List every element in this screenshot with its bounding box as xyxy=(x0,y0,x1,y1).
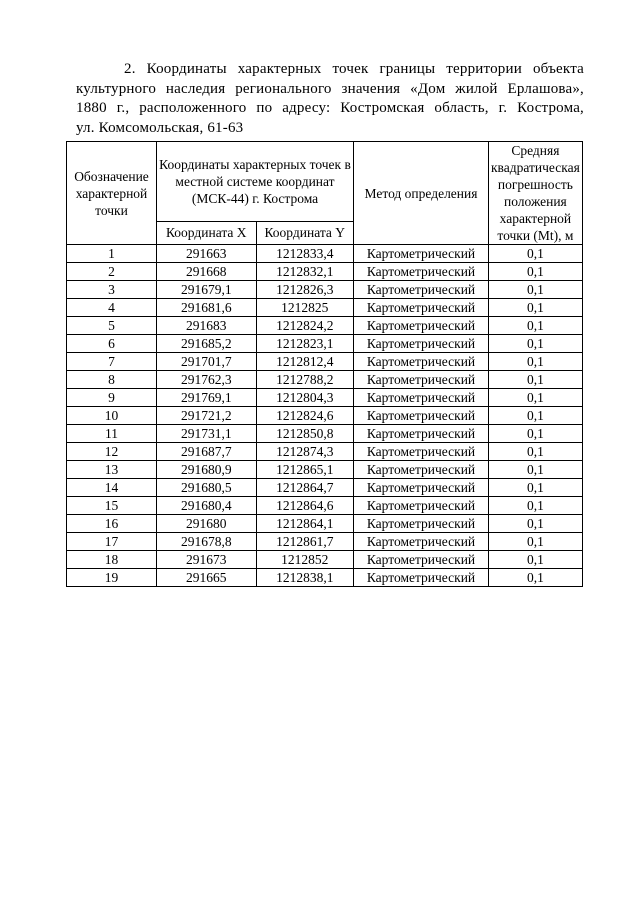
cell-x: 291762,3 xyxy=(157,371,257,389)
cell-y: 1212864,1 xyxy=(256,515,354,533)
cell-point: 11 xyxy=(67,425,157,443)
header-x: Координата X xyxy=(157,221,257,244)
cell-error: 0,1 xyxy=(489,497,583,515)
cell-x: 291769,1 xyxy=(157,389,257,407)
cell-point: 2 xyxy=(67,263,157,281)
heading-line-2: культурного наследия регионального значения «Дом жилой Ерлашова», xyxy=(76,80,584,97)
cell-x: 291685,2 xyxy=(157,335,257,353)
header-method: Метод определения xyxy=(354,142,489,245)
table-row xyxy=(67,317,583,335)
cell-point: 1 xyxy=(67,245,157,263)
cell-error: 0,1 xyxy=(489,425,583,443)
cell-y: 1212852 xyxy=(256,551,354,569)
cell-y: 1212864,6 xyxy=(256,497,354,515)
cell-x: 291673 xyxy=(157,551,257,569)
cell-method: Картометрический xyxy=(354,281,489,299)
cell-error: 0,1 xyxy=(489,245,583,263)
cell-point: 7 xyxy=(67,353,157,371)
cell-y: 1212826,3 xyxy=(256,281,354,299)
cell-error: 0,1 xyxy=(489,407,583,425)
header-coordinate-system: Координаты характерных точек в местной системе координат (МСК-44) г. Кострома xyxy=(157,142,354,222)
cell-x: 291681,6 xyxy=(157,299,257,317)
cell-method: Картометрический xyxy=(354,371,489,389)
cell-method: Картометрический xyxy=(354,389,489,407)
cell-x: 291679,1 xyxy=(157,281,257,299)
cell-x: 291721,2 xyxy=(157,407,257,425)
table-row xyxy=(67,299,583,317)
cell-error: 0,1 xyxy=(489,569,583,587)
cell-y: 1212823,1 xyxy=(256,335,354,353)
cell-point: 13 xyxy=(67,461,157,479)
cell-error: 0,1 xyxy=(489,281,583,299)
cell-error: 0,1 xyxy=(489,353,583,371)
cell-error: 0,1 xyxy=(489,389,583,407)
cell-method: Картометрический xyxy=(354,407,489,425)
cell-y: 1212832,1 xyxy=(256,263,354,281)
table-row xyxy=(67,353,583,371)
cell-method: Картометрический xyxy=(354,497,489,515)
cell-method: Картометрический xyxy=(354,317,489,335)
table-row xyxy=(67,335,583,353)
cell-point: 15 xyxy=(67,497,157,515)
cell-point: 18 xyxy=(67,551,157,569)
cell-x: 291668 xyxy=(157,263,257,281)
cell-method: Картометрический xyxy=(354,425,489,443)
cell-y: 1212825 xyxy=(256,299,354,317)
cell-method: Картометрический xyxy=(354,569,489,587)
table-row xyxy=(67,515,583,533)
cell-y: 1212874,3 xyxy=(256,443,354,461)
cell-method: Картометрический xyxy=(354,335,489,353)
cell-error: 0,1 xyxy=(489,551,583,569)
table-row xyxy=(67,425,583,443)
header-point: Обозначение характерной точки xyxy=(67,142,157,245)
cell-method: Картометрический xyxy=(354,443,489,461)
cell-point: 6 xyxy=(67,335,157,353)
cell-y: 1212824,2 xyxy=(256,317,354,335)
table-row xyxy=(67,443,583,461)
table-row xyxy=(67,533,583,551)
cell-method: Картометрический xyxy=(354,353,489,371)
cell-point: 8 xyxy=(67,371,157,389)
table-row xyxy=(67,407,583,425)
cell-point: 5 xyxy=(67,317,157,335)
table-row xyxy=(67,479,583,497)
cell-error: 0,1 xyxy=(489,461,583,479)
cell-method: Картометрический xyxy=(354,461,489,479)
cell-y: 1212833,4 xyxy=(256,245,354,263)
cell-method: Картометрический xyxy=(354,263,489,281)
cell-y: 1212824,6 xyxy=(256,407,354,425)
cell-error: 0,1 xyxy=(489,479,583,497)
section-heading xyxy=(76,60,584,138)
header-y: Координата Y xyxy=(256,221,354,244)
cell-y: 1212850,8 xyxy=(256,425,354,443)
cell-x: 291687,7 xyxy=(157,443,257,461)
cell-error: 0,1 xyxy=(489,263,583,281)
cell-x: 291731,1 xyxy=(157,425,257,443)
cell-y: 1212864,7 xyxy=(256,479,354,497)
header-error: Средняя квадратическая погрешность положения характерной точки (Mt), м xyxy=(489,142,583,245)
cell-point: 19 xyxy=(67,569,157,587)
cell-x: 291680,4 xyxy=(157,497,257,515)
cell-x: 291683 xyxy=(157,317,257,335)
cell-error: 0,1 xyxy=(489,299,583,317)
table-row xyxy=(67,497,583,515)
cell-point: 4 xyxy=(67,299,157,317)
cell-y: 1212865,1 xyxy=(256,461,354,479)
table-row xyxy=(67,461,583,479)
table-row xyxy=(67,569,583,587)
cell-method: Картометрический xyxy=(354,533,489,551)
table-body xyxy=(67,245,583,587)
heading-line-1: 2. Координаты характерных точек границы территории объекта xyxy=(124,61,584,77)
cell-method: Картометрический xyxy=(354,299,489,317)
cell-x: 291680,5 xyxy=(157,479,257,497)
cell-y: 1212788,2 xyxy=(256,371,354,389)
cell-x: 291680,9 xyxy=(157,461,257,479)
cell-error: 0,1 xyxy=(489,371,583,389)
cell-error: 0,1 xyxy=(489,335,583,353)
cell-method: Картометрический xyxy=(354,515,489,533)
cell-point: 12 xyxy=(67,443,157,461)
cell-point: 14 xyxy=(67,479,157,497)
cell-point: 9 xyxy=(67,389,157,407)
cell-method: Картометрический xyxy=(354,245,489,263)
table-row xyxy=(67,245,583,263)
cell-y: 1212804,3 xyxy=(256,389,354,407)
cell-error: 0,1 xyxy=(489,443,583,461)
cell-x: 291680 xyxy=(157,515,257,533)
cell-error: 0,1 xyxy=(489,317,583,335)
cell-method: Картометрический xyxy=(354,479,489,497)
cell-point: 16 xyxy=(67,515,157,533)
table-row xyxy=(67,263,583,281)
cell-method: Картометрический xyxy=(354,551,489,569)
cell-error: 0,1 xyxy=(489,533,583,551)
table-row xyxy=(67,551,583,569)
cell-x: 291665 xyxy=(157,569,257,587)
heading-line-3: 1880 г., расположенного по адресу: Костромская область, г. Кострома, xyxy=(76,100,584,116)
cell-y: 1212812,4 xyxy=(256,353,354,371)
coordinates-table xyxy=(66,141,583,587)
cell-x: 291678,8 xyxy=(157,533,257,551)
table-row xyxy=(67,371,583,389)
cell-y: 1212861,7 xyxy=(256,533,354,551)
table-row xyxy=(67,389,583,407)
table-row xyxy=(67,281,583,299)
cell-y: 1212838,1 xyxy=(256,569,354,587)
cell-error: 0,1 xyxy=(489,515,583,533)
cell-x: 291663 xyxy=(157,245,257,263)
cell-point: 3 xyxy=(67,281,157,299)
cell-point: 17 xyxy=(67,533,157,551)
cell-x: 291701,7 xyxy=(157,353,257,371)
cell-point: 10 xyxy=(67,407,157,425)
heading-line-4: ул. Комсомольская, 61-63 xyxy=(76,119,244,136)
